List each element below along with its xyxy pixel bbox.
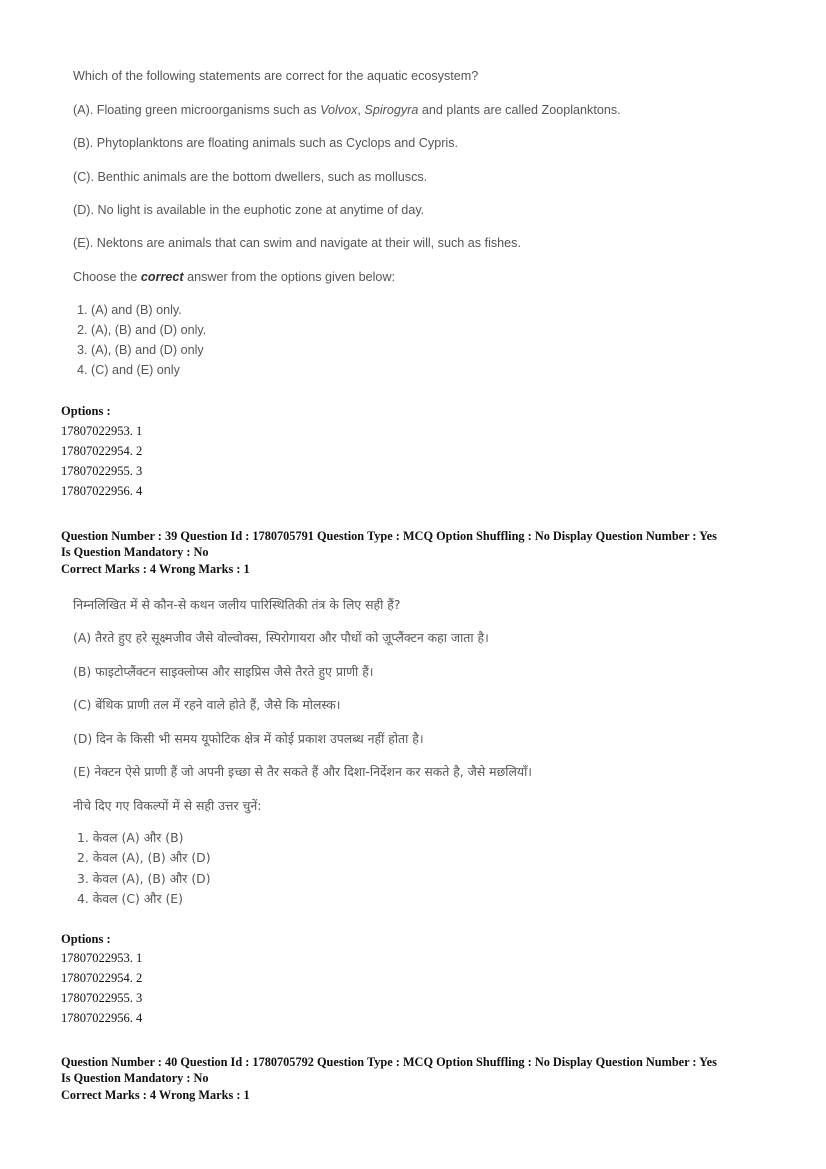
choice-4: 4. (C) and (E) only <box>77 363 180 377</box>
choose-text: Choose the <box>73 270 141 284</box>
statement-a <box>73 103 621 117</box>
statement-d-hindi: (D) दिन के किसी भी समय यूफोटिक क्षेत्र में कोई प्रकाश उपलब्ध नहीं होता है। <box>73 731 424 746</box>
option-row: 17807022955. 3 <box>61 991 143 1005</box>
choice-3: 3. (A), (B) and (D) only <box>77 343 204 357</box>
statement-b-hindi: (B) फाइटोप्लैंक्टन साइक्लोप्स और साइप्रिस जैसे तैरते हुए प्राणी हैं। <box>73 664 374 679</box>
option-row: 17807022954. 2 <box>61 444 143 458</box>
meta-line-3: Correct Marks : 4 Wrong Marks : 1 <box>61 562 250 576</box>
option-row: 17807022953. 1 <box>61 424 143 438</box>
meta-line-1: Question Number : 40 Question Id : 1780705792 Question Type : MCQ Option Shuffling : No Display Question Number : Yes <box>61 1055 717 1069</box>
statement-a-italic-2: Spirogyra <box>364 103 419 117</box>
option-row: 17807022955. 3 <box>61 464 143 478</box>
statement-c-hindi: (C) बेंथिक प्राणी तल में रहने वाले होते हैं, जैसे कि मोलस्क। <box>73 697 341 712</box>
question-stem-hindi: निम्नलिखित में से कौन-से कथन जलीय पारिस्थितिकी तंत्र के लिए सही हैं? <box>73 597 401 612</box>
statement-a-hindi: (A) तैरते हुए हरे सूक्ष्मजीव जैसे वोल्वोक्स, स्पिरोगायरा और पौधों को ज़ूप्लैंक्टन कहा जाता है। <box>73 630 489 645</box>
meta-line-2: Is Question Mandatory : No <box>61 1071 209 1085</box>
statement-a-text: (A). Floating green microorganisms such as <box>73 103 321 117</box>
choice-3-hindi: 3. केवल (A), (B) और (D) <box>77 871 211 886</box>
statement-a-italic-1: Volvox <box>320 103 358 117</box>
option-row: 17807022953. 1 <box>61 951 143 965</box>
options-label: Options : <box>61 932 111 946</box>
choose-tail: answer from the options given below: <box>183 270 396 284</box>
meta-line-1: Question Number : 39 Question Id : 1780705791 Question Type : MCQ Option Shuffling : No Display Question Number : Yes <box>61 529 717 543</box>
option-row: 17807022956. 4 <box>61 484 143 498</box>
option-row: 17807022956. 4 <box>61 1011 143 1025</box>
meta-line-2: Is Question Mandatory : No <box>61 545 209 559</box>
choice-1-hindi: 1. केवल (A) और (B) <box>77 830 184 845</box>
choice-2: 2. (A), (B) and (D) only. <box>77 323 207 337</box>
meta-line-3: Correct Marks : 4 Wrong Marks : 1 <box>61 1088 250 1102</box>
choice-1: 1. (A) and (B) only. <box>77 303 182 317</box>
statement-d: (D). No light is available in the euphotic zone at anytime of day. <box>73 203 425 217</box>
choice-4-hindi: 4. केवल (C) और (E) <box>77 891 183 906</box>
choose-emphasis: correct <box>140 270 184 284</box>
choose-instruction <box>73 270 395 284</box>
statement-e-hindi: (E) नेक्टन ऐसे प्राणी हैं जो अपनी इच्छा से तैर सकते हैं और दिशा-निर्देशन कर सकते है, जैसे मछलियाँ। <box>73 764 532 779</box>
options-label: Options : <box>61 404 111 418</box>
statement-b: (B). Phytoplanktons are floating animals such as Cyclops and Cypris. <box>73 136 458 150</box>
statement-a-sep: , <box>357 103 365 117</box>
option-row: 17807022954. 2 <box>61 971 143 985</box>
statement-e: (E). Nektons are animals that can swim and navigate at their will, such as fishes. <box>73 236 521 250</box>
statement-c: (C). Benthic animals are the bottom dwellers, such as molluscs. <box>73 170 428 184</box>
choice-2-hindi: 2. केवल (A), (B) और (D) <box>77 850 211 865</box>
statement-a-tail: and plants are called Zooplanktons. <box>418 103 621 117</box>
choose-instruction-hindi: नीचे दिए गए विकल्पों में से सही उत्तर चुनें: <box>73 798 262 813</box>
question-stem: Which of the following statements are correct for the aquatic ecosystem? <box>73 69 479 83</box>
